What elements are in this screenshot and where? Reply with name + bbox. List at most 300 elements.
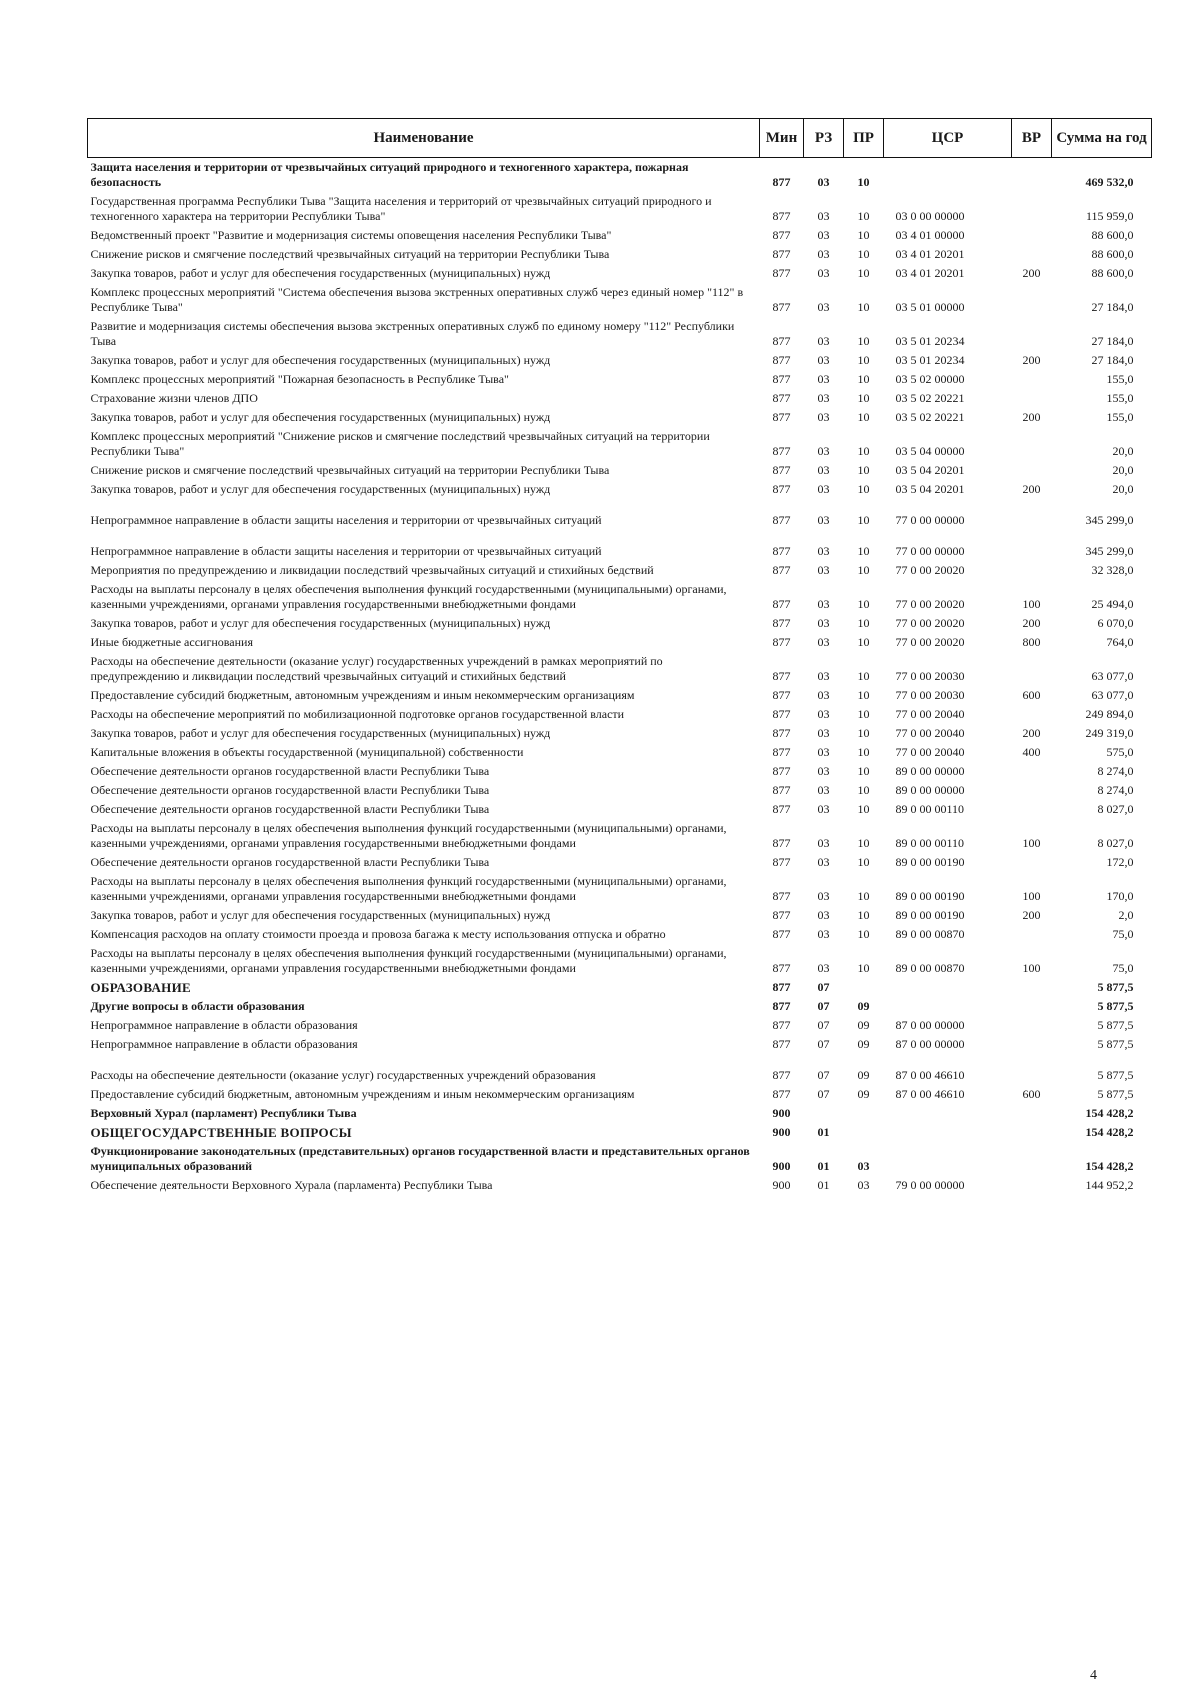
row-pr: 03 bbox=[857, 1159, 870, 1173]
row-sum: 88 600,0 bbox=[1091, 266, 1134, 280]
row-rz: 03 bbox=[817, 908, 830, 922]
row-csr: 77 0 00 20040 bbox=[895, 745, 965, 759]
row-sum: 154 428,2 bbox=[1085, 1159, 1134, 1173]
row-rz: 07 bbox=[817, 1068, 830, 1082]
row-sum: 75,0 bbox=[1112, 961, 1134, 975]
row-min: 877 bbox=[772, 228, 791, 242]
row-min: 877 bbox=[772, 1087, 791, 1101]
row-min: 877 bbox=[772, 616, 791, 630]
row-rz: 03 bbox=[817, 300, 830, 314]
row-vr bbox=[1012, 461, 1052, 480]
table-row bbox=[88, 226, 1152, 245]
row-rz: 03 bbox=[817, 707, 830, 721]
row-pr: 09 bbox=[857, 1068, 870, 1082]
row-pr: 10 bbox=[857, 927, 870, 941]
row-sum: 25 494,0 bbox=[1091, 597, 1134, 611]
row-vr bbox=[1012, 192, 1052, 226]
table-body bbox=[88, 158, 1152, 1196]
row-min: 877 bbox=[772, 563, 791, 577]
table-row bbox=[88, 561, 1152, 580]
row-csr: 77 0 00 00000 bbox=[895, 513, 965, 527]
row-min: 877 bbox=[772, 247, 791, 261]
row-pr: 09 bbox=[857, 1087, 870, 1101]
row-min: 877 bbox=[772, 482, 791, 496]
row-csr: 89 0 00 00000 bbox=[895, 764, 965, 778]
row-sum: 154 428,2 bbox=[1085, 1125, 1134, 1139]
table-row bbox=[88, 686, 1152, 705]
table-row bbox=[88, 580, 1152, 614]
row-csr bbox=[884, 1142, 1012, 1176]
row-name: Расходы на обеспечение мероприятий по мобилизационной подготовке органов государственной власти bbox=[90, 707, 625, 721]
row-sum: 249 319,0 bbox=[1085, 726, 1134, 740]
row-name: Обеспечение деятельности Верховного Хурала (парламента) Республики Тыва bbox=[90, 1178, 493, 1192]
row-pr: 10 bbox=[857, 889, 870, 903]
row-csr: 03 5 02 20221 bbox=[895, 391, 965, 405]
row-rz: 03 bbox=[817, 353, 830, 367]
row-pr: 10 bbox=[857, 855, 870, 869]
row-pr: 10 bbox=[857, 802, 870, 816]
table-row bbox=[88, 499, 1152, 530]
row-vr bbox=[1012, 1176, 1052, 1195]
row-csr: 89 0 00 00190 bbox=[895, 855, 965, 869]
row-sum: 63 077,0 bbox=[1091, 669, 1134, 683]
row-vr bbox=[1012, 226, 1052, 245]
row-rz: 07 bbox=[817, 999, 830, 1013]
row-rz: 03 bbox=[817, 463, 830, 477]
row-rz: 03 bbox=[817, 802, 830, 816]
row-name: ОБЩЕГОСУДАРСТВЕННЫЕ ВОПРОСЫ bbox=[90, 1125, 352, 1140]
row-rz: 03 bbox=[817, 745, 830, 759]
table-row bbox=[88, 944, 1152, 978]
row-min: 900 bbox=[772, 1178, 791, 1192]
row-vr bbox=[1012, 1123, 1052, 1142]
row-pr: 10 bbox=[857, 209, 870, 223]
row-pr: 10 bbox=[857, 669, 870, 683]
row-pr: 10 bbox=[857, 745, 870, 759]
row-pr: 10 bbox=[857, 463, 870, 477]
row-name: Расходы на обеспечение деятельности (оказание услуг) государственных учреждений образования bbox=[90, 1068, 596, 1082]
table-row bbox=[88, 427, 1152, 461]
table-header bbox=[88, 119, 1152, 158]
table-row bbox=[88, 781, 1152, 800]
row-csr bbox=[884, 997, 1012, 1016]
row-vr bbox=[1012, 427, 1052, 461]
row-sum: 170,0 bbox=[1106, 889, 1134, 903]
row-pr: 09 bbox=[857, 1018, 870, 1032]
row-rz: 07 bbox=[817, 980, 830, 994]
row-vr: 200 bbox=[1022, 266, 1041, 280]
row-csr: 89 0 00 00110 bbox=[895, 802, 965, 816]
row-pr: 10 bbox=[857, 353, 870, 367]
row-sum: 172,0 bbox=[1106, 855, 1134, 869]
row-pr: 03 bbox=[857, 1178, 870, 1192]
row-sum: 115 959,0 bbox=[1085, 209, 1134, 223]
row-vr bbox=[1012, 978, 1052, 997]
row-pr: 10 bbox=[857, 300, 870, 314]
table-row bbox=[88, 1123, 1152, 1142]
row-vr bbox=[1012, 997, 1052, 1016]
row-vr: 600 bbox=[1022, 1087, 1041, 1101]
row-min: 877 bbox=[772, 1037, 791, 1051]
row-rz: 03 bbox=[817, 334, 830, 348]
table-row bbox=[88, 158, 1152, 193]
row-csr: 89 0 00 00870 bbox=[895, 927, 965, 941]
row-csr: 89 0 00 00190 bbox=[895, 889, 965, 903]
row-min: 877 bbox=[772, 764, 791, 778]
row-rz bbox=[804, 1104, 844, 1123]
row-vr bbox=[1012, 370, 1052, 389]
row-vr bbox=[1012, 800, 1052, 819]
row-pr: 10 bbox=[857, 266, 870, 280]
row-rz: 01 bbox=[817, 1159, 830, 1173]
row-min: 877 bbox=[772, 300, 791, 314]
row-vr: 200 bbox=[1022, 410, 1041, 424]
table-row bbox=[88, 800, 1152, 819]
row-vr bbox=[1012, 561, 1052, 580]
row-sum: 2,0 bbox=[1118, 908, 1134, 922]
row-vr bbox=[1012, 853, 1052, 872]
row-rz: 03 bbox=[817, 855, 830, 869]
row-min: 877 bbox=[772, 513, 791, 527]
row-csr: 89 0 00 00870 bbox=[895, 961, 965, 975]
row-name: Обеспечение деятельности органов государственной власти Республики Тыва bbox=[90, 802, 490, 816]
row-csr: 77 0 00 20020 bbox=[895, 563, 965, 577]
row-vr bbox=[1012, 781, 1052, 800]
row-sum: 5 877,5 bbox=[1097, 999, 1134, 1013]
row-pr: 10 bbox=[857, 764, 870, 778]
row-min: 877 bbox=[772, 334, 791, 348]
row-pr: 10 bbox=[857, 908, 870, 922]
row-pr: 10 bbox=[857, 616, 870, 630]
row-min: 877 bbox=[772, 410, 791, 424]
row-rz: 03 bbox=[817, 836, 830, 850]
header-pr: ПР bbox=[844, 119, 884, 158]
row-rz: 03 bbox=[817, 563, 830, 577]
row-sum: 32 328,0 bbox=[1091, 563, 1134, 577]
row-min: 877 bbox=[772, 372, 791, 386]
row-min: 900 bbox=[772, 1106, 791, 1120]
row-csr: 87 0 00 46610 bbox=[895, 1068, 965, 1082]
row-name: Обеспечение деятельности органов государственной власти Республики Тыва bbox=[90, 783, 490, 797]
row-min: 877 bbox=[772, 927, 791, 941]
row-sum: 345 299,0 bbox=[1085, 513, 1134, 527]
row-pr: 10 bbox=[857, 597, 870, 611]
row-vr: 800 bbox=[1022, 635, 1041, 649]
row-sum: 5 877,5 bbox=[1097, 1037, 1134, 1051]
row-name: Расходы на выплаты персоналу в целях обеспечения выполнения функций государственными (муниципальными) органами, казенными учреждениями, органами управления государственными внебюджетными фондами bbox=[90, 946, 727, 975]
row-min: 877 bbox=[772, 688, 791, 702]
row-csr bbox=[884, 158, 1012, 193]
row-pr: 10 bbox=[857, 372, 870, 386]
row-vr: 400 bbox=[1022, 745, 1041, 759]
table-row bbox=[88, 1085, 1152, 1104]
row-pr: 10 bbox=[857, 444, 870, 458]
row-min: 877 bbox=[772, 889, 791, 903]
header-rz: РЗ bbox=[804, 119, 844, 158]
header-min: Мин bbox=[760, 119, 804, 158]
row-vr bbox=[1012, 245, 1052, 264]
row-name: Обеспечение деятельности органов государственной власти Республики Тыва bbox=[90, 855, 490, 869]
row-csr: 77 0 00 00000 bbox=[895, 544, 965, 558]
row-pr: 10 bbox=[857, 513, 870, 527]
row-rz: 01 bbox=[817, 1125, 830, 1139]
row-sum: 20,0 bbox=[1112, 463, 1134, 477]
row-min: 877 bbox=[772, 391, 791, 405]
row-rz: 03 bbox=[817, 688, 830, 702]
header-name: Наименование bbox=[88, 119, 760, 158]
table-row bbox=[88, 351, 1152, 370]
table-row bbox=[88, 705, 1152, 724]
row-vr bbox=[1012, 158, 1052, 193]
row-sum: 27 184,0 bbox=[1091, 353, 1134, 367]
row-pr: 10 bbox=[857, 334, 870, 348]
table-row bbox=[88, 530, 1152, 561]
table-row bbox=[88, 461, 1152, 480]
table-row bbox=[88, 743, 1152, 762]
row-min: 877 bbox=[772, 980, 791, 994]
row-sum: 88 600,0 bbox=[1091, 228, 1134, 242]
row-pr: 10 bbox=[857, 707, 870, 721]
row-vr bbox=[1012, 925, 1052, 944]
budget-table bbox=[87, 118, 1152, 1195]
table-row bbox=[88, 245, 1152, 264]
table-row bbox=[88, 724, 1152, 743]
row-sum: 20,0 bbox=[1112, 482, 1134, 496]
table-row bbox=[88, 1104, 1152, 1123]
row-vr bbox=[1012, 530, 1052, 561]
row-rz: 03 bbox=[817, 597, 830, 611]
row-name: Снижение рисков и смягчение последствий чрезвычайных ситуаций на территории Республики Тыва bbox=[90, 463, 610, 477]
row-csr: 89 0 00 00110 bbox=[895, 836, 965, 850]
row-vr bbox=[1012, 499, 1052, 530]
row-rz: 03 bbox=[817, 209, 830, 223]
row-vr: 100 bbox=[1022, 836, 1041, 850]
row-csr: 77 0 00 20020 bbox=[895, 597, 965, 611]
row-min: 877 bbox=[772, 802, 791, 816]
row-name: Капитальные вложения в объекты государственной (муниципальной) собственности bbox=[90, 745, 524, 759]
row-csr: 87 0 00 46610 bbox=[895, 1087, 965, 1101]
row-rz: 03 bbox=[817, 783, 830, 797]
row-name: Государственная программа Республики Тыва "Защита населения и территорий от чрезвычайных ситуаций природного и техногенного характера на территории Республики Тыва" bbox=[90, 194, 712, 223]
row-pr: 10 bbox=[857, 228, 870, 242]
table-row bbox=[88, 853, 1152, 872]
row-csr: 03 5 02 00000 bbox=[895, 372, 965, 386]
row-min: 877 bbox=[772, 783, 791, 797]
row-min: 877 bbox=[772, 175, 791, 189]
table-row bbox=[88, 819, 1152, 853]
row-pr bbox=[844, 1123, 884, 1142]
row-name: Непрограммное направление в области образования bbox=[90, 1037, 358, 1051]
row-name: Защита населения и территории от чрезвычайных ситуаций природного и техногенного характера, пожарная безопасность bbox=[90, 160, 689, 189]
row-rz: 03 bbox=[817, 616, 830, 630]
row-vr bbox=[1012, 389, 1052, 408]
row-min: 900 bbox=[772, 1125, 791, 1139]
row-name: Предоставление субсидий бюджетным, автономным учреждениям и иным некоммерческим организациям bbox=[90, 688, 635, 702]
row-min: 877 bbox=[772, 855, 791, 869]
table-row bbox=[88, 1054, 1152, 1085]
row-csr: 77 0 00 20020 bbox=[895, 635, 965, 649]
row-min: 877 bbox=[772, 836, 791, 850]
row-rz: 03 bbox=[817, 961, 830, 975]
row-csr bbox=[884, 978, 1012, 997]
row-sum: 20,0 bbox=[1112, 444, 1134, 458]
row-csr: 79 0 00 00000 bbox=[895, 1178, 965, 1192]
row-vr bbox=[1012, 652, 1052, 686]
row-sum: 8 274,0 bbox=[1097, 783, 1134, 797]
table-row bbox=[88, 1016, 1152, 1035]
row-csr: 87 0 00 00000 bbox=[895, 1018, 965, 1032]
row-vr: 100 bbox=[1022, 889, 1041, 903]
row-min: 877 bbox=[772, 444, 791, 458]
row-name: Расходы на выплаты персоналу в целях обеспечения выполнения функций государственными (муниципальными) органами, казенными учреждениями, органами управления государственными внебюджетными фондами bbox=[90, 582, 727, 611]
row-min: 877 bbox=[772, 726, 791, 740]
row-vr bbox=[1012, 283, 1052, 317]
row-name: Закупка товаров, работ и услуг для обеспечения государственных (муниципальных) нужд bbox=[90, 266, 551, 280]
row-min: 877 bbox=[772, 707, 791, 721]
row-sum: 154 428,2 bbox=[1085, 1106, 1134, 1120]
row-pr: 10 bbox=[857, 783, 870, 797]
row-rz: 03 bbox=[817, 175, 830, 189]
row-vr: 200 bbox=[1022, 616, 1041, 630]
row-csr: 03 5 01 20234 bbox=[895, 334, 965, 348]
row-csr: 89 0 00 00000 bbox=[895, 783, 965, 797]
row-name: Ведомственный проект "Развитие и модернизация системы оповещения населения Республики Тыва" bbox=[90, 228, 612, 242]
row-vr: 200 bbox=[1022, 908, 1041, 922]
row-vr: 200 bbox=[1022, 353, 1041, 367]
row-pr: 10 bbox=[857, 544, 870, 558]
row-sum: 155,0 bbox=[1106, 372, 1134, 386]
row-csr: 77 0 00 20030 bbox=[895, 688, 965, 702]
row-pr: 10 bbox=[857, 563, 870, 577]
row-min: 877 bbox=[772, 961, 791, 975]
row-min: 877 bbox=[772, 1068, 791, 1082]
row-name: Обеспечение деятельности органов государственной власти Республики Тыва bbox=[90, 764, 490, 778]
row-vr bbox=[1012, 762, 1052, 781]
row-name: Комплекс процессных мероприятий "Система обеспечения вызова экстренных оперативных служб через единый номер "112" в Республике Тыва" bbox=[90, 285, 744, 314]
row-min: 877 bbox=[772, 209, 791, 223]
table-row bbox=[88, 633, 1152, 652]
row-pr: 09 bbox=[857, 1037, 870, 1051]
row-min: 877 bbox=[772, 635, 791, 649]
row-rz: 03 bbox=[817, 391, 830, 405]
row-sum: 88 600,0 bbox=[1091, 247, 1134, 261]
row-min: 877 bbox=[772, 266, 791, 280]
row-pr: 10 bbox=[857, 688, 870, 702]
table-row bbox=[88, 480, 1152, 499]
row-vr: 100 bbox=[1022, 961, 1041, 975]
row-name: Комплекс процессных мероприятий "Пожарная безопасность в Республике Тыва" bbox=[90, 372, 509, 386]
row-rz: 03 bbox=[817, 444, 830, 458]
row-name: Развитие и модернизация системы обеспечения вызова экстренных оперативных служб по единому номеру "112" Республики Тыва bbox=[90, 319, 735, 348]
row-vr: 600 bbox=[1022, 688, 1041, 702]
row-vr: 100 bbox=[1022, 597, 1041, 611]
row-rz: 03 bbox=[817, 228, 830, 242]
row-pr: 10 bbox=[857, 391, 870, 405]
row-csr bbox=[884, 1104, 1012, 1123]
row-rz: 03 bbox=[817, 889, 830, 903]
row-sum: 345 299,0 bbox=[1085, 544, 1134, 558]
row-name: ОБРАЗОВАНИЕ bbox=[90, 980, 191, 995]
row-sum: 155,0 bbox=[1106, 410, 1134, 424]
row-csr: 89 0 00 00190 bbox=[895, 908, 965, 922]
row-sum: 27 184,0 bbox=[1091, 334, 1134, 348]
row-csr: 77 0 00 20040 bbox=[895, 726, 965, 740]
row-pr: 10 bbox=[857, 836, 870, 850]
table-row bbox=[88, 762, 1152, 781]
table-row bbox=[88, 906, 1152, 925]
row-vr bbox=[1012, 705, 1052, 724]
row-csr: 03 5 02 20221 bbox=[895, 410, 965, 424]
row-name: Закупка товаров, работ и услуг для обеспечения государственных (муниципальных) нужд bbox=[90, 410, 551, 424]
row-name: Закупка товаров, работ и услуг для обеспечения государственных (муниципальных) нужд bbox=[90, 726, 551, 740]
table-row bbox=[88, 264, 1152, 283]
row-pr: 10 bbox=[857, 635, 870, 649]
row-vr: 200 bbox=[1022, 482, 1041, 496]
row-sum: 764,0 bbox=[1106, 635, 1134, 649]
row-vr bbox=[1012, 1054, 1052, 1085]
row-rz: 07 bbox=[817, 1087, 830, 1101]
table-row bbox=[88, 192, 1152, 226]
row-sum: 5 877,5 bbox=[1097, 1018, 1134, 1032]
row-pr: 10 bbox=[857, 175, 870, 189]
row-rz: 03 bbox=[817, 544, 830, 558]
row-csr: 03 4 01 20201 bbox=[895, 247, 965, 261]
row-min: 900 bbox=[772, 1159, 791, 1173]
row-csr: 03 5 04 00000 bbox=[895, 444, 965, 458]
row-name: Закупка товаров, работ и услуг для обеспечения государственных (муниципальных) нужд bbox=[90, 616, 551, 630]
row-sum: 5 877,5 bbox=[1097, 1068, 1134, 1082]
row-csr: 03 5 04 20201 bbox=[895, 482, 965, 496]
row-csr: 77 0 00 20030 bbox=[895, 669, 965, 683]
row-pr: 10 bbox=[857, 247, 870, 261]
row-csr: 03 4 01 00000 bbox=[895, 228, 965, 242]
row-pr bbox=[844, 1104, 884, 1123]
budget-document bbox=[87, 118, 1151, 1195]
row-rz: 03 bbox=[817, 247, 830, 261]
row-sum: 6 070,0 bbox=[1097, 616, 1134, 630]
row-vr bbox=[1012, 1016, 1052, 1035]
row-pr: 10 bbox=[857, 726, 870, 740]
row-min: 877 bbox=[772, 908, 791, 922]
row-pr: 10 bbox=[857, 482, 870, 496]
table-row bbox=[88, 370, 1152, 389]
row-name: Другие вопросы в области образования bbox=[90, 999, 305, 1013]
row-min: 877 bbox=[772, 544, 791, 558]
row-name: Непрограммное направление в области защиты населения и территории от чрезвычайных ситуаций bbox=[90, 513, 602, 527]
row-vr bbox=[1012, 1142, 1052, 1176]
row-vr: 200 bbox=[1022, 726, 1041, 740]
row-name: Верховный Хурал (парламент) Республики Тыва bbox=[90, 1106, 357, 1120]
row-name: Функционирование законодательных (представительных) органов государственной власти и представительных органов муниципальных образований bbox=[90, 1144, 750, 1173]
row-csr: 03 5 01 00000 bbox=[895, 300, 965, 314]
row-vr bbox=[1012, 1035, 1052, 1054]
row-rz: 03 bbox=[817, 635, 830, 649]
row-sum: 27 184,0 bbox=[1091, 300, 1134, 314]
row-sum: 8 027,0 bbox=[1097, 836, 1134, 850]
row-rz: 01 bbox=[817, 1178, 830, 1192]
row-name: Непрограммное направление в области защиты населения и территории от чрезвычайных ситуаций bbox=[90, 544, 602, 558]
table-row bbox=[88, 1142, 1152, 1176]
row-name: Компенсация расходов на оплату стоимости проезда и провоза багажа к месту использования отпуска и обратно bbox=[90, 927, 666, 941]
row-rz: 03 bbox=[817, 764, 830, 778]
table-row bbox=[88, 283, 1152, 317]
table-row bbox=[88, 925, 1152, 944]
table-row bbox=[88, 1176, 1152, 1195]
row-min: 877 bbox=[772, 463, 791, 477]
page-number: 4 bbox=[1090, 1668, 1097, 1683]
row-name: Страхование жизни членов ДПО bbox=[90, 391, 258, 405]
table-row bbox=[88, 978, 1152, 997]
